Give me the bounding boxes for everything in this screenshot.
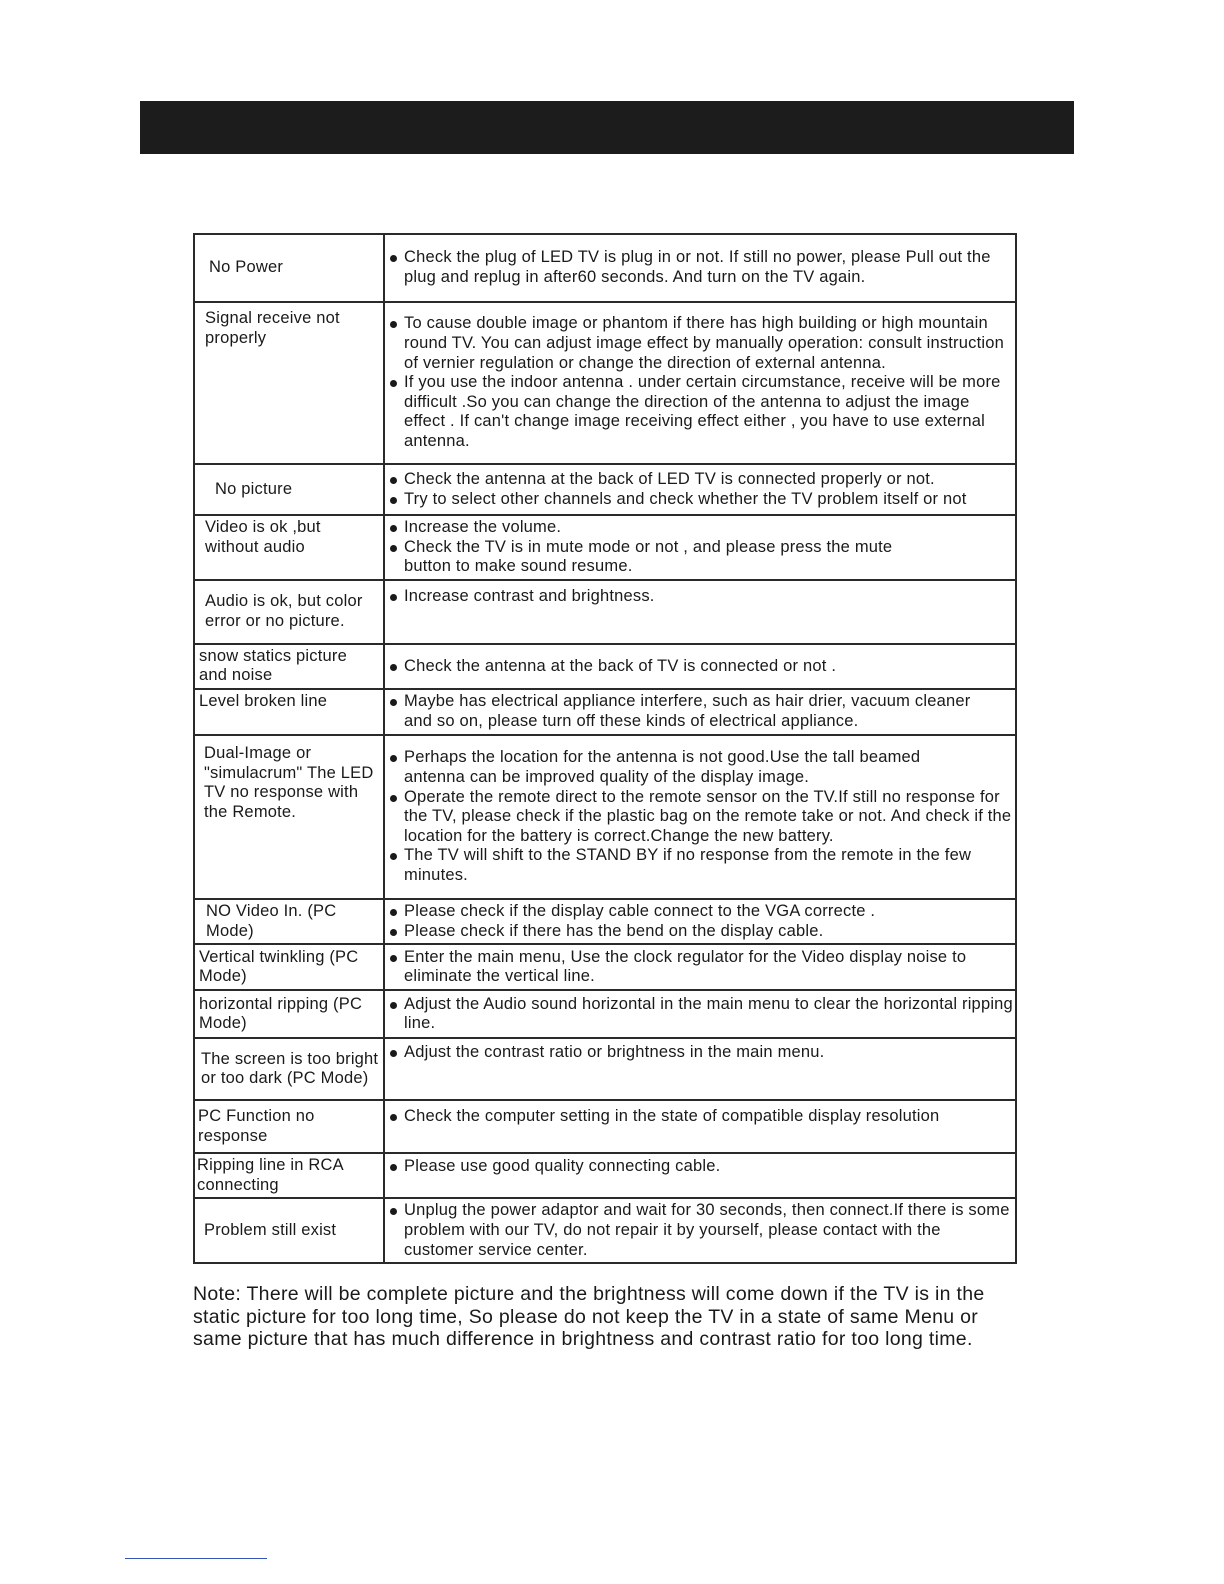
table-row <box>194 464 1016 515</box>
footer-divider <box>125 1558 267 1559</box>
solution-item: If you use the indoor antenna . under certain circumstance, receive will be more difficult .So you can change the direction of the antenna to adjust the image effect . If can't change image receiving effect either , you have to use external antenna. <box>389 373 1013 451</box>
solution-cell <box>384 302 1016 464</box>
problem-cell <box>194 515 384 580</box>
solution-item: Adjust the contrast ratio or brightness in the main menu. <box>389 1043 1013 1063</box>
problem-cell <box>194 1153 384 1198</box>
problem-cell <box>194 899 384 944</box>
table-row <box>194 644 1016 689</box>
table-row <box>194 899 1016 944</box>
problem-cell <box>194 990 384 1038</box>
solution-item: Increase contrast and brightness. <box>389 587 1013 607</box>
solution-item: Unplug the power adaptor and wait for 30 seconds, then connect.If there is some problem with our TV, do not repair it by yourself, please contact with the customer service center. <box>389 1201 1013 1260</box>
solution-item: Try to select other channels and check whether the TV problem itself or not <box>389 490 1013 510</box>
table-row <box>194 1153 1016 1198</box>
table-row <box>194 515 1016 580</box>
problem-label: Problem still exist <box>204 1221 337 1240</box>
solution-item: Check the antenna at the back of LED TV is connected properly or not. <box>389 470 1013 490</box>
problem-label: snow statics picture and noise <box>199 646 347 685</box>
solution-cell <box>384 1100 1016 1153</box>
solution-item: Check the antenna at the back of TV is connected or not . <box>389 657 1013 677</box>
problem-cell <box>194 234 384 302</box>
solution-cell <box>384 990 1016 1038</box>
table-row <box>194 990 1016 1038</box>
table-row <box>194 689 1016 735</box>
solution-cell <box>384 644 1016 689</box>
problem-cell <box>194 689 384 735</box>
problem-label: NO Video In. (PC Mode) <box>206 901 337 940</box>
problem-label: No Power <box>209 258 284 277</box>
solution-item: Check the TV is in mute mode or not , and please press the mute button to make sound resume. <box>389 538 1013 577</box>
solution-cell <box>384 580 1016 644</box>
table-row <box>194 1038 1016 1100</box>
note-paragraph: Note: There will be complete picture and the brightness will come down if the TV is in the static picture for too long time, So please do not keep the TV in a state of same Menu or same picture that has much difference in brightness and contrast ratio for too long time. <box>193 1283 985 1351</box>
solution-item: Increase the volume. <box>389 518 1013 538</box>
problem-cell <box>194 302 384 464</box>
problem-label: Ripping line in RCA connecting <box>197 1156 343 1194</box>
problem-cell <box>194 1198 384 1263</box>
problem-label: The screen is too bright or too dark (PC Mode) <box>201 1049 379 1088</box>
problem-cell <box>194 580 384 644</box>
solution-item: The TV will shift to the STAND BY if no response from the remote in the few minutes. <box>389 846 1013 885</box>
header-bar <box>140 101 1074 154</box>
solution-cell <box>384 899 1016 944</box>
solution-item: Maybe has electrical appliance interfere, such as hair drier, vacuum cleaner and so on, please turn off these kinds of electrical appliance. <box>389 692 1013 731</box>
table-row <box>194 735 1016 899</box>
troubleshooting-table <box>193 233 1017 1264</box>
solution-cell <box>384 464 1016 515</box>
solution-item: Please check if the display cable connect to the VGA correcte . <box>389 902 1013 922</box>
solution-item: Enter the main menu, Use the clock regulator for the Video display noise to eliminate the vertical line. <box>389 948 1013 987</box>
problem-cell <box>194 464 384 515</box>
solution-item: Operate the remote direct to the remote sensor on the TV.If still no response for the TV, please check if the plastic bag on the remote take or not. And check if the location for the battery is correct.Change the new battery. <box>389 788 1013 847</box>
solution-cell <box>384 515 1016 580</box>
table-row <box>194 944 1016 990</box>
table-row <box>194 580 1016 644</box>
problem-cell <box>194 644 384 689</box>
solution-item: Adjust the Audio sound horizontal in the main menu to clear the horizontal ripping line. <box>389 995 1013 1034</box>
solution-item: Please check if there has the bend on the display cable. <box>389 922 1013 942</box>
problem-cell <box>194 944 384 990</box>
solution-cell <box>384 1153 1016 1198</box>
problem-label: PC Function no response <box>198 1107 315 1145</box>
solution-item: Check the plug of LED TV is plug in or not. If still no power, please Pull out the plug and replug in after60 seconds. And turn on the TV again. <box>389 248 1013 287</box>
problem-label: Level broken line <box>199 691 328 710</box>
problem-label: Signal receive not properly <box>205 309 340 347</box>
solution-cell <box>384 944 1016 990</box>
table-row <box>194 1100 1016 1153</box>
problem-label: horizontal ripping (PC Mode) <box>199 994 363 1033</box>
table-row <box>194 234 1016 302</box>
solution-item: Perhaps the location for the antenna is not good.Use the tall beamed antenna can be improved quality of the display image. <box>389 748 1013 787</box>
problem-cell <box>194 735 384 899</box>
solution-cell <box>384 1198 1016 1263</box>
solution-cell <box>384 234 1016 302</box>
problem-label: Video is ok ,but without audio <box>205 518 321 556</box>
solution-item: Please use good quality connecting cable. <box>389 1157 1013 1177</box>
solution-cell <box>384 689 1016 735</box>
table-row <box>194 1198 1016 1263</box>
problem-cell <box>194 1100 384 1153</box>
solution-cell <box>384 735 1016 899</box>
problem-label: Vertical twinkling (PC Mode) <box>199 947 359 986</box>
solution-item: Check the computer setting in the state of compatible display resolution <box>389 1107 1013 1127</box>
problem-label: Dual-Image or "simulacrum" The LED TV no response with the Remote. <box>204 743 374 821</box>
problem-cell <box>194 1038 384 1100</box>
table-row <box>194 302 1016 464</box>
problem-label: No picture <box>215 479 293 498</box>
solution-cell <box>384 1038 1016 1100</box>
solution-item: To cause double image or phantom if there has high building or high mountain round TV. You can adjust image effect by manually operation: consult instruction of vernier regulation or change the direction of external antenna. <box>389 314 1013 373</box>
problem-label: Audio is ok, but color error or no picture. <box>205 592 363 630</box>
